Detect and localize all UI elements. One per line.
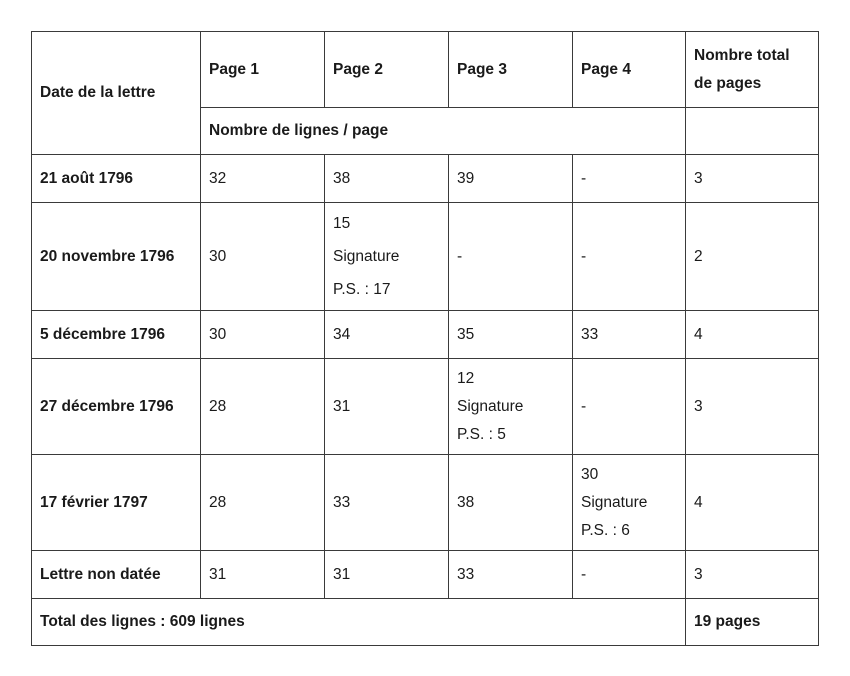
line-count: 12 [457, 369, 475, 387]
page2-lines: 31 [325, 551, 449, 599]
letter-date: 17 février 1797 [32, 455, 201, 551]
header-row [32, 32, 819, 108]
page3-lines: - [449, 203, 573, 311]
page4-lines: - [573, 359, 686, 455]
total-pages: 3 [686, 551, 819, 599]
page2-header: Page 2 [325, 32, 449, 108]
page3-lines: 33 [449, 551, 573, 599]
footer-row [32, 599, 819, 646]
page3-lines: 38 [449, 455, 573, 551]
total-pages: 4 [686, 455, 819, 551]
table-row [32, 203, 819, 311]
letter-date: 20 novembre 1796 [32, 203, 201, 311]
lines-per-page-header: Nombre de lignes / page [201, 108, 686, 155]
total-pages: 2 [686, 203, 819, 311]
total-lines: Total des lignes : 609 lignes [32, 599, 686, 646]
total-pages: 3 [686, 155, 819, 203]
page1-lines: 28 [201, 455, 325, 551]
table-row [32, 311, 819, 359]
page4-lines: 33 [573, 311, 686, 359]
letter-date: Lettre non datée [32, 551, 201, 599]
total-pages: 3 [686, 359, 819, 455]
page2-lines: 31 [325, 359, 449, 455]
page1-lines: 31 [201, 551, 325, 599]
page4-lines [573, 455, 686, 551]
table-row [32, 455, 819, 551]
page2-lines [325, 203, 449, 311]
page4-lines: - [573, 551, 686, 599]
line-count: 30 [581, 465, 599, 483]
table-row [32, 359, 819, 455]
page3-lines: 35 [449, 311, 573, 359]
page2-lines: 34 [325, 311, 449, 359]
total-pages-header [686, 32, 819, 108]
page1-lines: 30 [201, 311, 325, 359]
page1-lines: 28 [201, 359, 325, 455]
letter-date: 5 décembre 1796 [32, 311, 201, 359]
total-pages-header-line1: Nombre total [694, 46, 790, 64]
table-row [32, 155, 819, 203]
postscript-note: P.S. : 5 [457, 425, 506, 443]
signature-note: Signature [333, 248, 400, 265]
page2-lines: 33 [325, 455, 449, 551]
page4-header: Page 4 [573, 32, 686, 108]
letters-table [31, 31, 819, 646]
page1-header: Page 1 [201, 32, 325, 108]
page4-lines: - [573, 155, 686, 203]
page3-lines: 39 [449, 155, 573, 203]
total-pages: 4 [686, 311, 819, 359]
page1-lines: 32 [201, 155, 325, 203]
page2-lines: 38 [325, 155, 449, 203]
postscript-note: P.S. : 6 [581, 521, 630, 539]
table-row [32, 551, 819, 599]
signature-note: Signature [457, 397, 524, 415]
empty-subheader-cell [686, 108, 819, 155]
postscript-note: P.S. : 17 [333, 281, 391, 298]
letter-date: 27 décembre 1796 [32, 359, 201, 455]
page4-lines: - [573, 203, 686, 311]
line-count: 15 [333, 215, 351, 232]
total-pages-sum: 19 pages [686, 599, 819, 646]
signature-note: Signature [581, 493, 648, 511]
page1-lines: 30 [201, 203, 325, 311]
page3-header: Page 3 [449, 32, 573, 108]
page3-lines [449, 359, 573, 455]
letter-date: 21 août 1796 [32, 155, 201, 203]
total-pages-header-line2: de pages [694, 74, 762, 92]
date-header: Date de la lettre [32, 32, 201, 155]
